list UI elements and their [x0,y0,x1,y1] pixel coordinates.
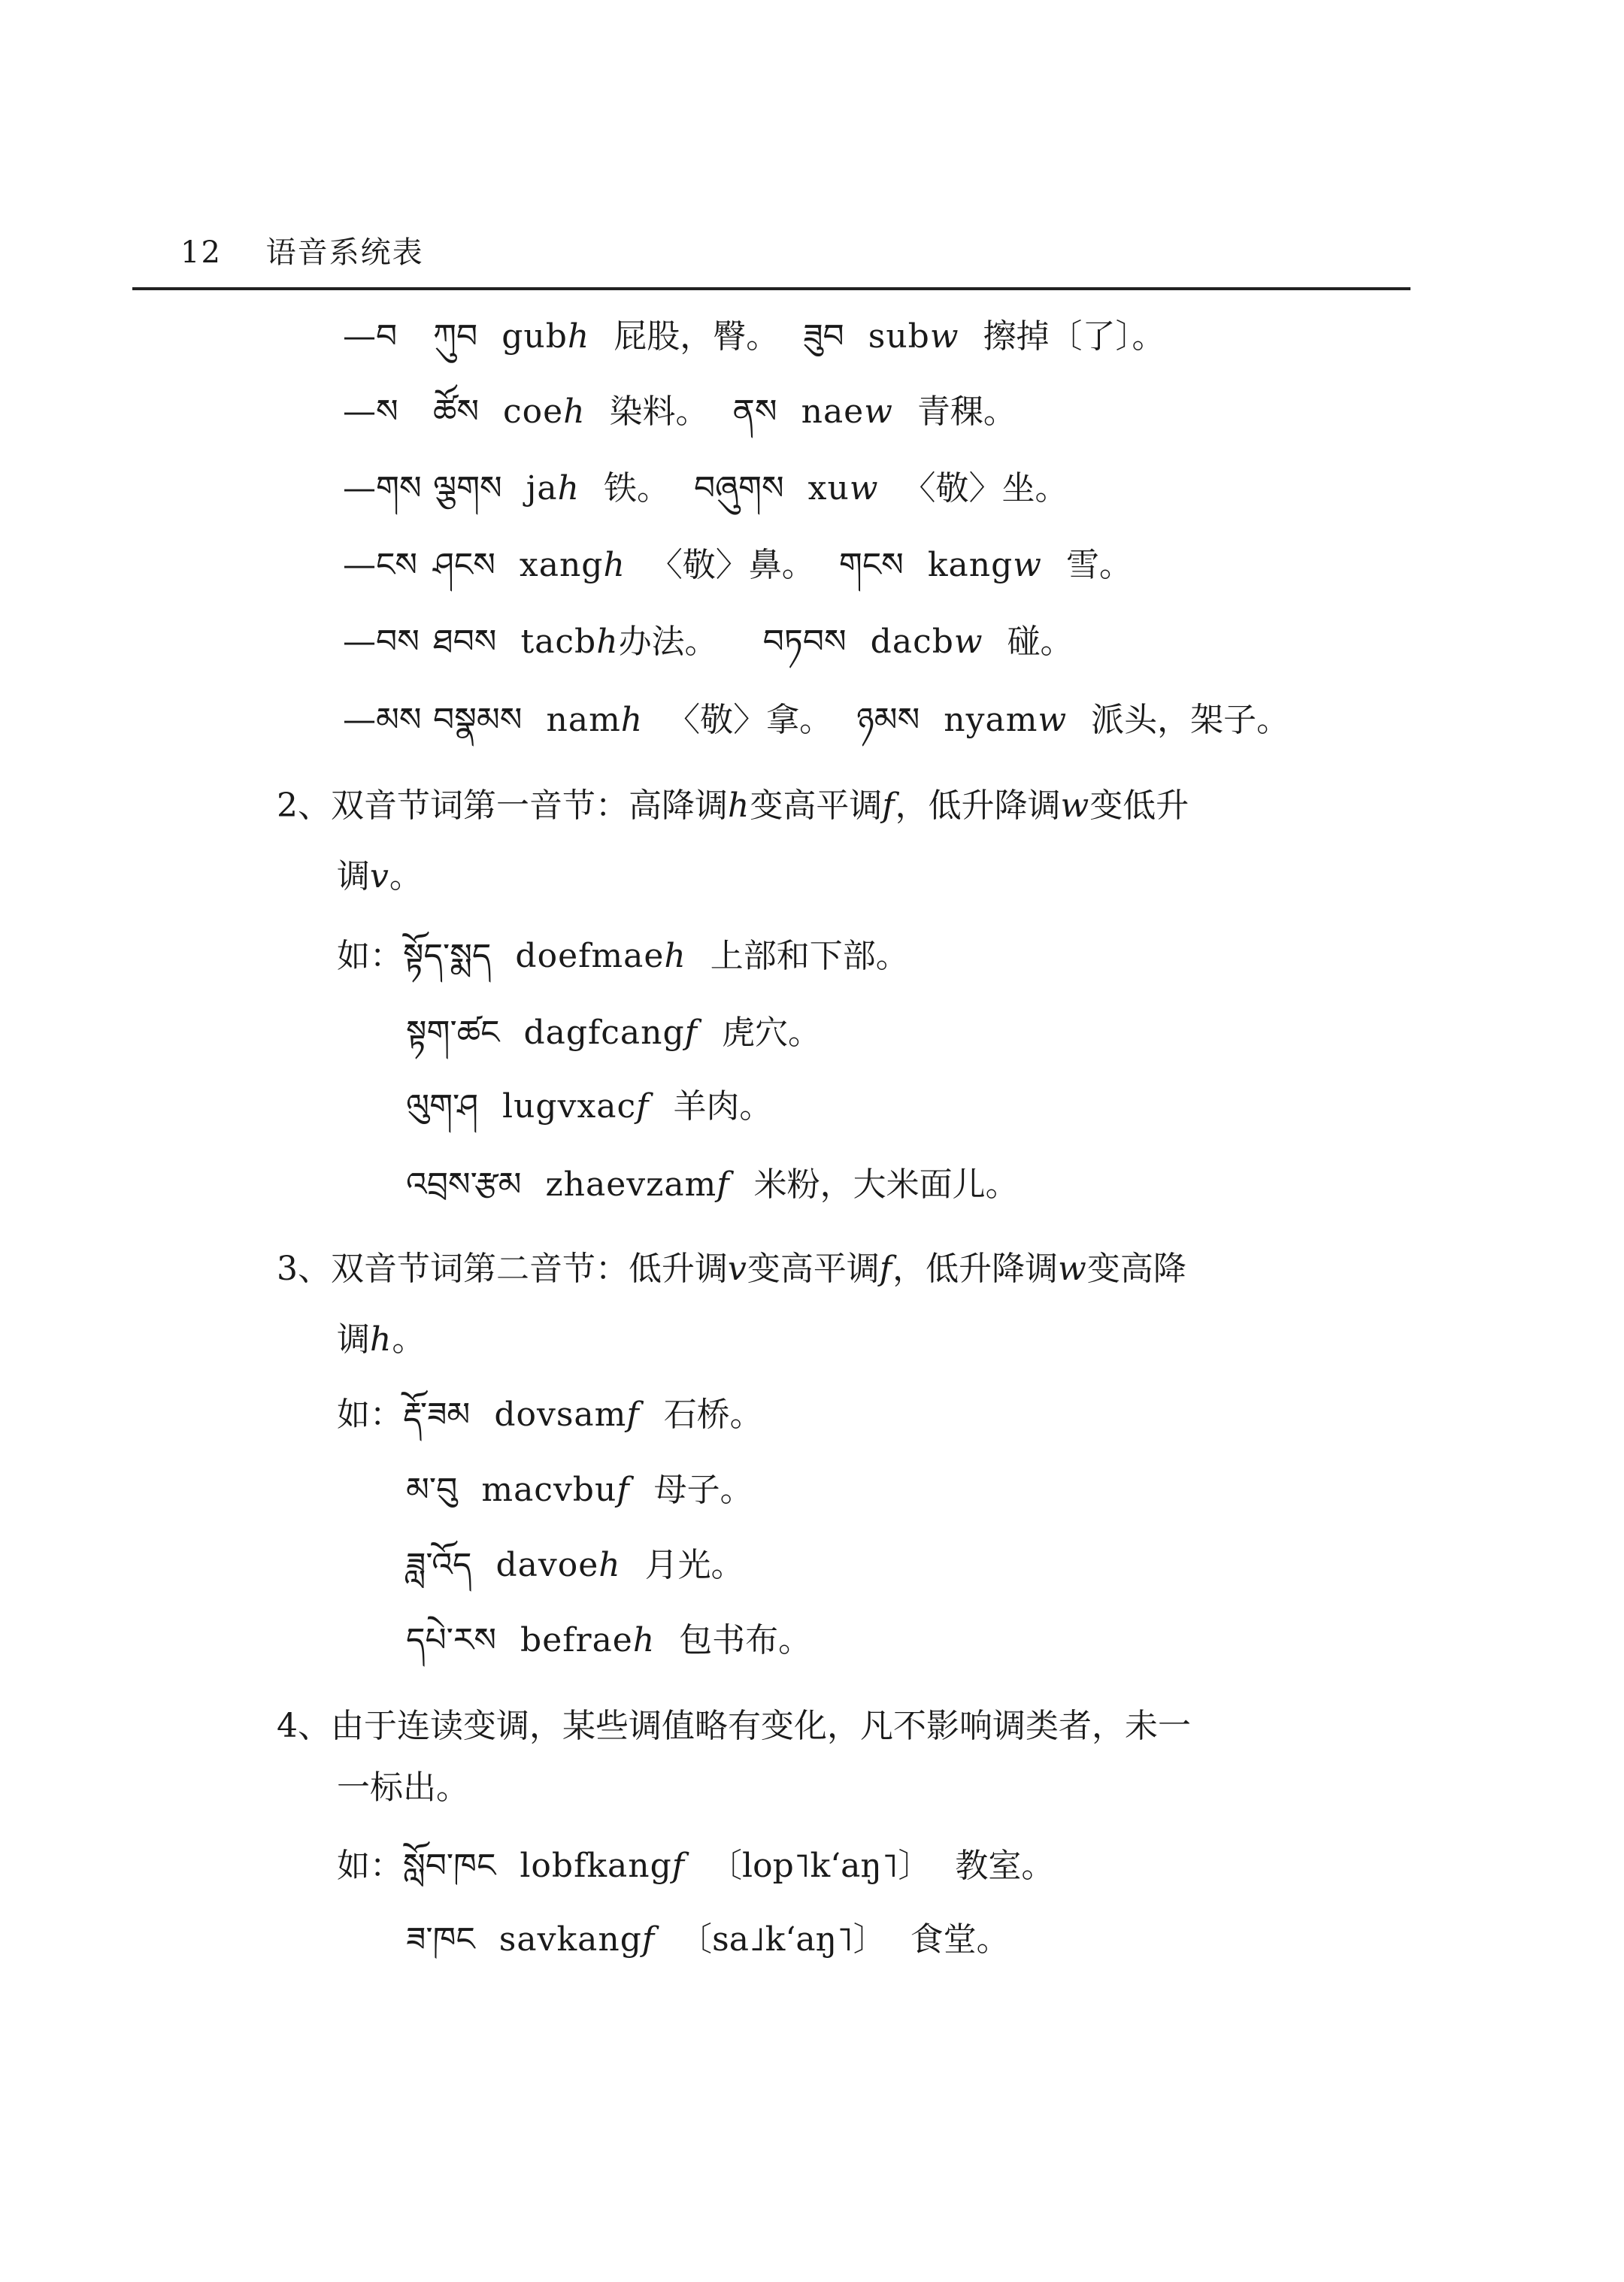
list-item: 如：རྡོ་ཟམ dovsamf 石桥。 [337,1396,763,1434]
table-row: —ངས ཤངས xangh 〈敬〉鼻。 གངས kangw 雪。 [343,546,1132,584]
table-row: —ས ཚོས coeh 染料。 ནས naew 青稞。 [343,392,1017,431]
running-header [180,229,424,271]
page-number: 12 [180,235,222,270]
header-rule [132,287,1410,290]
list-item: 如：སློབ་ཁང lobfkangf 〔lop˥k‘aŋ˥〕 教室。 [337,1847,1055,1885]
rule-3-text-cont: 调h。 [337,1320,426,1359]
list-item: ཟླ་འོད davoeh 月光。 [406,1546,744,1584]
list-item: འབྲས་རྩམ zhaevzamf 米粉，大米面儿。 [406,1165,1019,1204]
rule-3-text: 3、双音节词第二音节：低升调v变高平调f，低升降调w变高降 [277,1250,1186,1288]
table-row: —གས ལྕགས jah 铁。 བཞུགས xuw 〈敬〉坐。 [343,469,1068,508]
header-title: 语音系统表 [265,235,424,270]
list-item: མ་བུ macvbuf 母子。 [406,1471,753,1509]
list-item: 如：སྟོད་སྨད doefmaeh 上部和下部。 [337,937,909,975]
table-row: —བས ཐབས tacbh办法。 བཏབས dacbw 碰。 [343,623,1074,661]
rule-4-text: 4、由于连读变调，某些调值略有变化，凡不影响调类者，未一 [277,1707,1191,1745]
list-item: ཟ་ཁང savkangf 〔sa˩k‘aŋ˥〕 食堂。 [406,1920,1010,1959]
table-row: —བ ཀུབ gubh 屁股，臀。 ཟུབ subw 擦掉〔了〕。 [343,317,1165,356]
rule-4-text-cont: 一标出。 [337,1768,469,1807]
list-item: ལུག་ཤ lugvxacf 羊肉。 [406,1087,773,1126]
list-item: དཔེ་རས befraeh 包书布。 [406,1621,812,1659]
rule-2-text: 2、双音节词第一音节：高降调h变高平调f，低升降调w变低升 [277,786,1189,825]
table-row: —མས བསྣམས namh 〈敬〉拿。 ཉམས nyamw 派头，架子。 [343,701,1290,739]
rule-2-text-cont: 调v。 [337,857,423,896]
list-item: སྟག་ཚང dagfcangf 虎穴。 [406,1014,821,1052]
